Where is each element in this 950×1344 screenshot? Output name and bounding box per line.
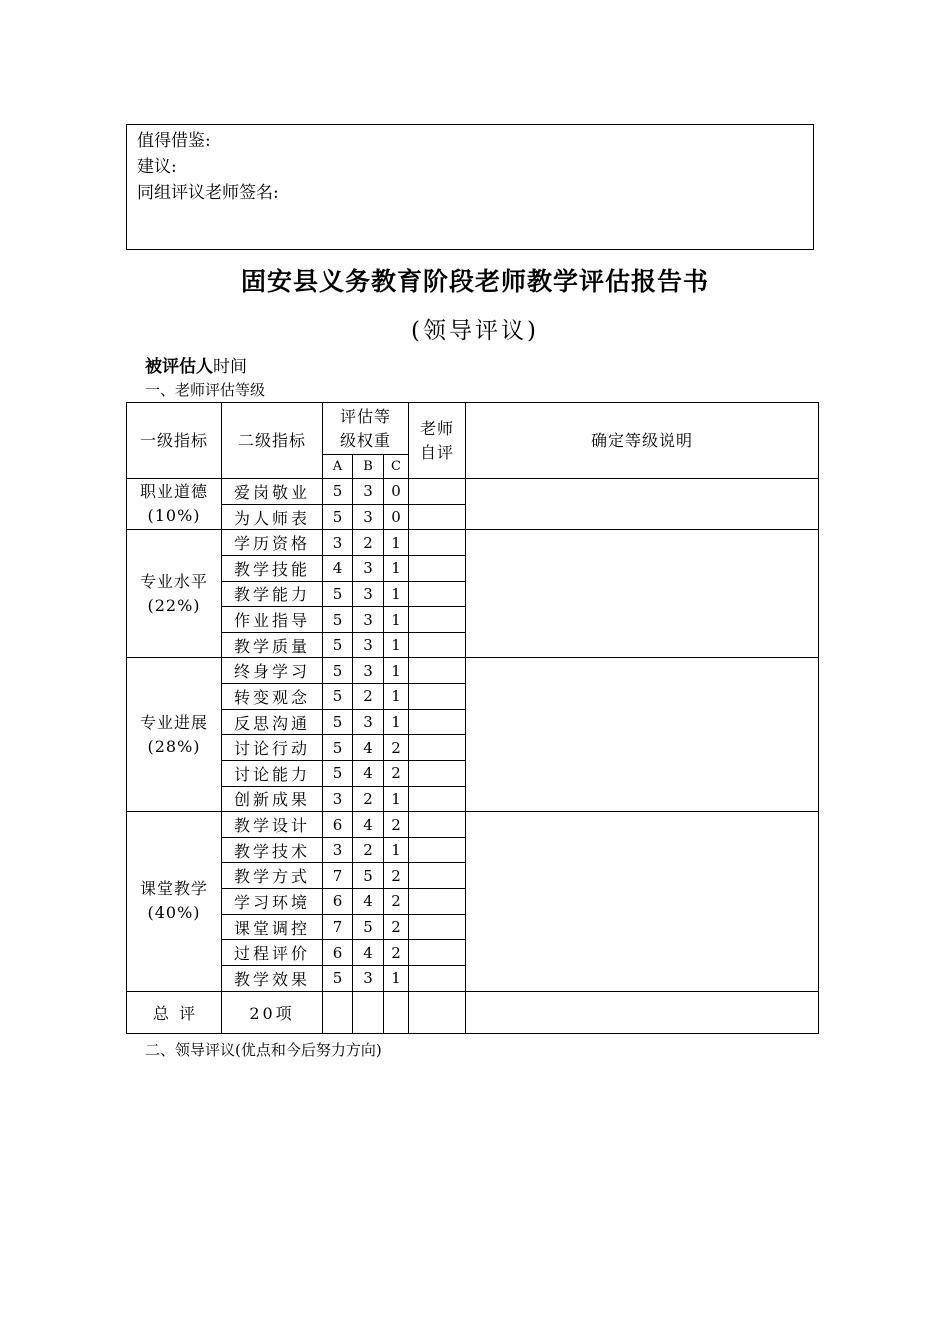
weight-a: 3 bbox=[323, 837, 353, 863]
section-2-heading: 二、领导评议(优点和今后努力方向) bbox=[145, 1041, 382, 1059]
level2-indicator: 反思沟通 bbox=[222, 709, 323, 735]
level2-indicator: 讨论能力 bbox=[222, 760, 323, 786]
weight-a: 5 bbox=[323, 632, 353, 658]
total-count: 20项 bbox=[222, 991, 323, 1033]
weight-b: 3 bbox=[353, 632, 384, 658]
weight-b: 5 bbox=[353, 863, 384, 889]
level2-indicator: 转变观念 bbox=[222, 684, 323, 710]
weight-c: 2 bbox=[384, 940, 409, 966]
level1-name: 专业进展 bbox=[139, 712, 208, 732]
total-row bbox=[127, 991, 819, 1033]
weight-a: 6 bbox=[323, 889, 353, 915]
suggestion-label: 建议: bbox=[137, 157, 177, 177]
weight-a: 5 bbox=[323, 684, 353, 710]
weight-c: 1 bbox=[384, 607, 409, 633]
explain-cell[interactable] bbox=[466, 658, 819, 812]
level2-indicator: 过程评价 bbox=[222, 940, 323, 966]
self-eval-cell[interactable] bbox=[409, 632, 466, 658]
weight-c: 1 bbox=[384, 581, 409, 607]
weight-b: 3 bbox=[353, 709, 384, 735]
header-a: A bbox=[323, 455, 353, 479]
weight-a: 5 bbox=[323, 735, 353, 761]
level2-indicator: 课堂调控 bbox=[222, 914, 323, 940]
weight-b: 3 bbox=[353, 607, 384, 633]
header-self-line1: 老师 bbox=[420, 418, 455, 438]
total-a[interactable] bbox=[323, 991, 353, 1033]
level2-indicator: 教学技术 bbox=[222, 837, 323, 863]
level2-indicator: 教学技能 bbox=[222, 555, 323, 581]
weight-b: 2 bbox=[353, 786, 384, 812]
header-self-eval bbox=[409, 403, 466, 479]
weight-c: 2 bbox=[384, 735, 409, 761]
weight-b: 4 bbox=[353, 812, 384, 838]
weight-c: 2 bbox=[384, 812, 409, 838]
weight-a: 7 bbox=[323, 914, 353, 940]
header-weight-line2: 级权重 bbox=[340, 430, 392, 450]
weight-a: 3 bbox=[323, 786, 353, 812]
weight-b: 2 bbox=[353, 530, 384, 556]
self-eval-cell[interactable] bbox=[409, 760, 466, 786]
weight-c: 0 bbox=[384, 504, 409, 530]
header-level2: 二级指标 bbox=[222, 403, 323, 479]
weight-a: 5 bbox=[323, 965, 353, 991]
weight-b: 2 bbox=[353, 837, 384, 863]
table-row bbox=[127, 812, 819, 838]
worth-learning-label: 值得借鉴: bbox=[137, 131, 211, 151]
explain-cell[interactable] bbox=[466, 479, 819, 530]
weight-b: 3 bbox=[353, 479, 384, 505]
weight-c: 1 bbox=[384, 786, 409, 812]
weight-b: 5 bbox=[353, 914, 384, 940]
weight-c: 1 bbox=[384, 555, 409, 581]
total-self-eval[interactable] bbox=[409, 991, 466, 1033]
report-title: 固安县义务教育阶段老师教学评估报告书 bbox=[240, 267, 709, 296]
level1-indicator bbox=[127, 812, 222, 991]
self-eval-cell[interactable] bbox=[409, 735, 466, 761]
weight-c: 2 bbox=[384, 760, 409, 786]
weight-a: 6 bbox=[323, 812, 353, 838]
header-explain: 确定等级说明 bbox=[466, 403, 819, 479]
total-explain[interactable] bbox=[466, 991, 819, 1033]
header-c: C bbox=[384, 455, 409, 479]
weight-b: 4 bbox=[353, 940, 384, 966]
weight-b: 3 bbox=[353, 658, 384, 684]
weight-c: 2 bbox=[384, 914, 409, 940]
self-eval-cell[interactable] bbox=[409, 479, 466, 505]
weight-a: 5 bbox=[323, 709, 353, 735]
level2-indicator: 教学方式 bbox=[222, 863, 323, 889]
self-eval-cell[interactable] bbox=[409, 965, 466, 991]
weight-a: 5 bbox=[323, 760, 353, 786]
report-subtitle: (领导评议) bbox=[411, 318, 539, 344]
level1-indicator bbox=[127, 530, 222, 658]
weight-a: 5 bbox=[323, 479, 353, 505]
self-eval-cell[interactable] bbox=[409, 914, 466, 940]
evaluee-line bbox=[145, 352, 247, 377]
weight-c: 1 bbox=[384, 965, 409, 991]
total-b[interactable] bbox=[353, 991, 384, 1033]
self-eval-cell[interactable] bbox=[409, 607, 466, 633]
table-row bbox=[127, 530, 819, 556]
level1-percent: (10%) bbox=[147, 506, 201, 526]
weight-b: 3 bbox=[353, 555, 384, 581]
self-eval-cell[interactable] bbox=[409, 504, 466, 530]
weight-c: 0 bbox=[384, 479, 409, 505]
level2-indicator: 作业指导 bbox=[222, 607, 323, 633]
table-row bbox=[127, 479, 819, 505]
weight-c: 1 bbox=[384, 658, 409, 684]
self-eval-cell[interactable] bbox=[409, 786, 466, 812]
level1-name: 课堂教学 bbox=[139, 879, 208, 899]
header-self-line2: 自评 bbox=[420, 442, 455, 462]
weight-a: 3 bbox=[323, 530, 353, 556]
weight-c: 1 bbox=[384, 530, 409, 556]
level2-indicator: 爱岗敬业 bbox=[222, 479, 323, 505]
weight-c: 1 bbox=[384, 709, 409, 735]
weight-a: 7 bbox=[323, 863, 353, 889]
weight-b: 3 bbox=[353, 965, 384, 991]
self-eval-cell[interactable] bbox=[409, 581, 466, 607]
weight-b: 4 bbox=[353, 889, 384, 915]
level1-percent: (22%) bbox=[147, 595, 201, 615]
level1-indicator bbox=[127, 658, 222, 812]
evaluation-table bbox=[126, 402, 819, 1034]
weight-a: 5 bbox=[323, 504, 353, 530]
weight-c: 1 bbox=[384, 632, 409, 658]
level1-percent: (40%) bbox=[147, 903, 201, 923]
peer-review-box bbox=[126, 124, 814, 250]
level2-indicator: 创新成果 bbox=[222, 786, 323, 812]
weight-a: 6 bbox=[323, 940, 353, 966]
weight-c: 2 bbox=[384, 863, 409, 889]
level2-indicator: 学习环境 bbox=[222, 889, 323, 915]
self-eval-cell[interactable] bbox=[409, 658, 466, 684]
level1-name: 专业水平 bbox=[139, 571, 208, 591]
explain-cell[interactable] bbox=[466, 530, 819, 658]
weight-c: 2 bbox=[384, 889, 409, 915]
header-level1: 一级指标 bbox=[127, 403, 222, 479]
evaluee-label: 被评估人 bbox=[145, 357, 213, 377]
level2-indicator: 教学效果 bbox=[222, 965, 323, 991]
header-weight-line1: 评估等 bbox=[340, 406, 392, 426]
header-b: B bbox=[353, 455, 384, 479]
weight-a: 5 bbox=[323, 581, 353, 607]
header-weight bbox=[323, 403, 409, 455]
self-eval-cell[interactable] bbox=[409, 863, 466, 889]
level2-indicator: 为人师表 bbox=[222, 504, 323, 530]
level2-indicator: 讨论行动 bbox=[222, 735, 323, 761]
weight-b: 3 bbox=[353, 581, 384, 607]
self-eval-cell[interactable] bbox=[409, 684, 466, 710]
level1-name: 职业道德 bbox=[139, 482, 208, 502]
weight-a: 5 bbox=[323, 607, 353, 633]
self-eval-cell[interactable] bbox=[409, 555, 466, 581]
self-eval-cell[interactable] bbox=[409, 940, 466, 966]
total-label: 总 评 bbox=[127, 991, 222, 1033]
weight-a: 5 bbox=[323, 658, 353, 684]
time-label: 时间 bbox=[213, 357, 247, 377]
weight-b: 4 bbox=[353, 735, 384, 761]
level2-indicator: 终身学习 bbox=[222, 658, 323, 684]
self-eval-cell[interactable] bbox=[409, 889, 466, 915]
weight-b: 3 bbox=[353, 504, 384, 530]
self-eval-cell[interactable] bbox=[409, 530, 466, 556]
level1-indicator bbox=[127, 479, 222, 530]
level1-percent: (28%) bbox=[147, 736, 201, 756]
level2-indicator: 教学设计 bbox=[222, 812, 323, 838]
self-eval-cell[interactable] bbox=[409, 812, 466, 838]
self-eval-cell[interactable] bbox=[409, 837, 466, 863]
weight-b: 2 bbox=[353, 684, 384, 710]
weight-a: 4 bbox=[323, 555, 353, 581]
self-eval-cell[interactable] bbox=[409, 709, 466, 735]
weight-c: 1 bbox=[384, 837, 409, 863]
level2-indicator: 教学能力 bbox=[222, 581, 323, 607]
weight-b: 4 bbox=[353, 760, 384, 786]
table-row bbox=[127, 658, 819, 684]
explain-cell[interactable] bbox=[466, 812, 819, 991]
level2-indicator: 教学质量 bbox=[222, 632, 323, 658]
weight-c: 1 bbox=[384, 684, 409, 710]
peer-signature-label: 同组评议老师签名: bbox=[137, 183, 279, 203]
total-c[interactable] bbox=[384, 991, 409, 1033]
level2-indicator: 学历资格 bbox=[222, 530, 323, 556]
section-1-heading: 一、老师评估等级 bbox=[145, 381, 266, 399]
